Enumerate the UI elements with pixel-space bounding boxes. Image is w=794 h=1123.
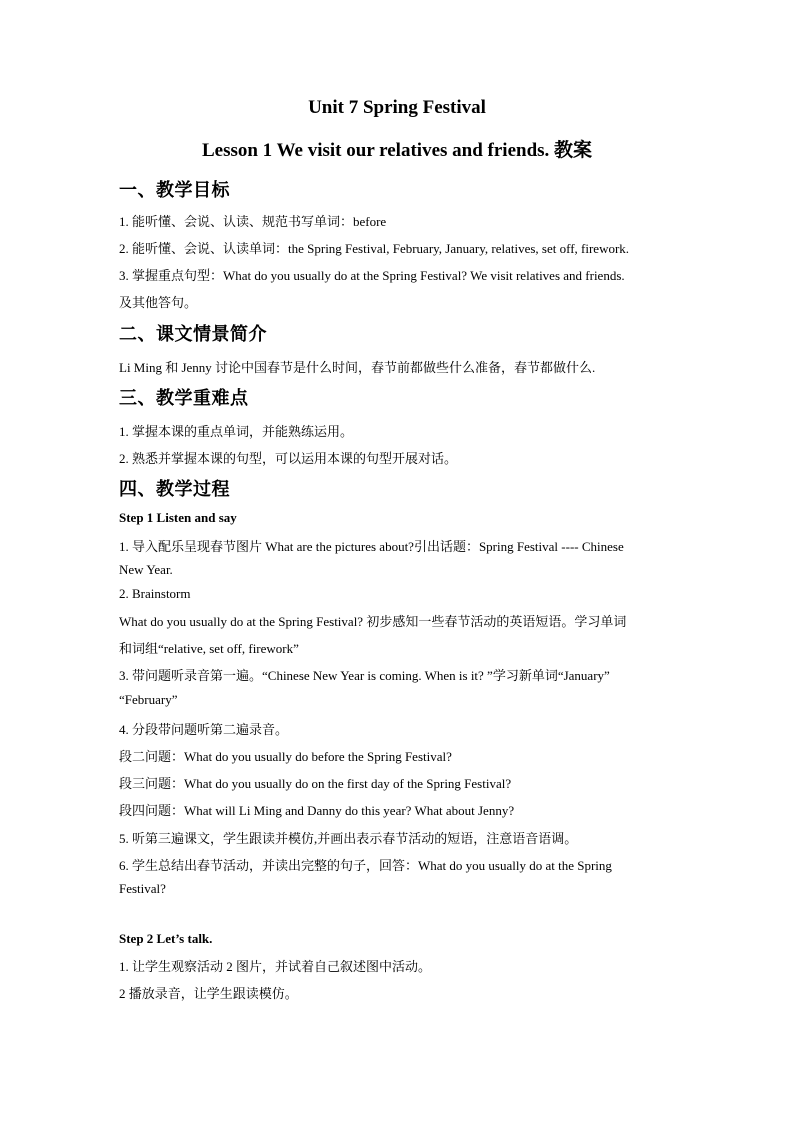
procedure-line: 1. 让学生观察活动 2 图片，并试着自己叙述图中活动。 [119,959,432,974]
objective-line: 2. 能听懂、会说、认读单词：the Spring Festival, February, January, relatives, set off, firework. [119,241,630,256]
procedure-line: What do you usually do at the Spring Festival? 初步感知一些春节活动的英语短语。学习单词 [119,614,627,629]
objective-line: 1. 能听懂、会说、认读、规范书写单词：before [119,214,387,229]
key-point-line: 1. 掌握本课的重点单词，并能熟练运用。 [119,424,354,439]
step-2-title: Step 2 Let’s talk. [119,931,213,946]
procedure-line: New Year. [119,562,173,577]
procedure-line: 3. 带问题听录音第一遍。“Chinese New Year is coming. When is it? ”学习新单词“January” [119,668,610,683]
step-1-title: Step 1 Listen and say [119,510,237,525]
procedure-line: 2 播放录音，让学生跟读模仿。 [119,986,298,1001]
procedure-line: 1. 导入配乐呈现春节图片 What are the pictures about?引出话题：Spring Festival ---- Chinese [119,539,624,554]
section-heading-context: 二、课文情景简介 [119,324,267,344]
section-heading-key-points: 三、教学重难点 [119,388,249,408]
section-heading-objectives: 一、教学目标 [119,180,230,200]
procedure-line: 2. Brainstorm [119,586,191,601]
key-point-line: 2. 熟悉并掌握本课的句型，可以运用本课的句型开展对话。 [119,451,458,466]
procedure-line: 段二问题：What do you usually do before the Spring Festival? [119,749,452,764]
procedure-line: 4. 分段带问题听第二遍录音。 [119,722,289,737]
document-subtitle: Lesson 1 We visit our relatives and friends. 教案 [201,140,593,161]
document-title: Unit 7 Spring Festival [308,97,486,118]
objective-line: 3. 掌握重点句型：What do you usually do at the Spring Festival? We visit relatives and friends. [119,268,625,283]
procedure-line: 段三问题：What do you usually do on the first day of the Spring Festival? [119,776,512,791]
section-heading-procedure: 四、教学过程 [119,479,230,499]
procedure-line: 和词组“relative, set off, firework” [119,641,299,656]
procedure-line: 6. 学生总结出春节活动，并读出完整的句子，回答：What do you usually do at the Spring [119,858,612,873]
procedure-line: 段四问题：What will Li Ming and Danny do this year? What about Jenny? [119,803,515,818]
objective-line: 及其他答句。 [119,295,198,310]
context-line: Li Ming 和 Jenny 讨论中国春节是什么时间，春节前都做些什么准备，春节都做什么. [119,360,596,375]
procedure-line: “February” [119,692,178,707]
procedure-line: 5. 听第三遍课文，学生跟读并模仿,并画出表示春节活动的短语，注意语音语调。 [119,831,578,846]
procedure-line: Festival? [119,881,166,896]
